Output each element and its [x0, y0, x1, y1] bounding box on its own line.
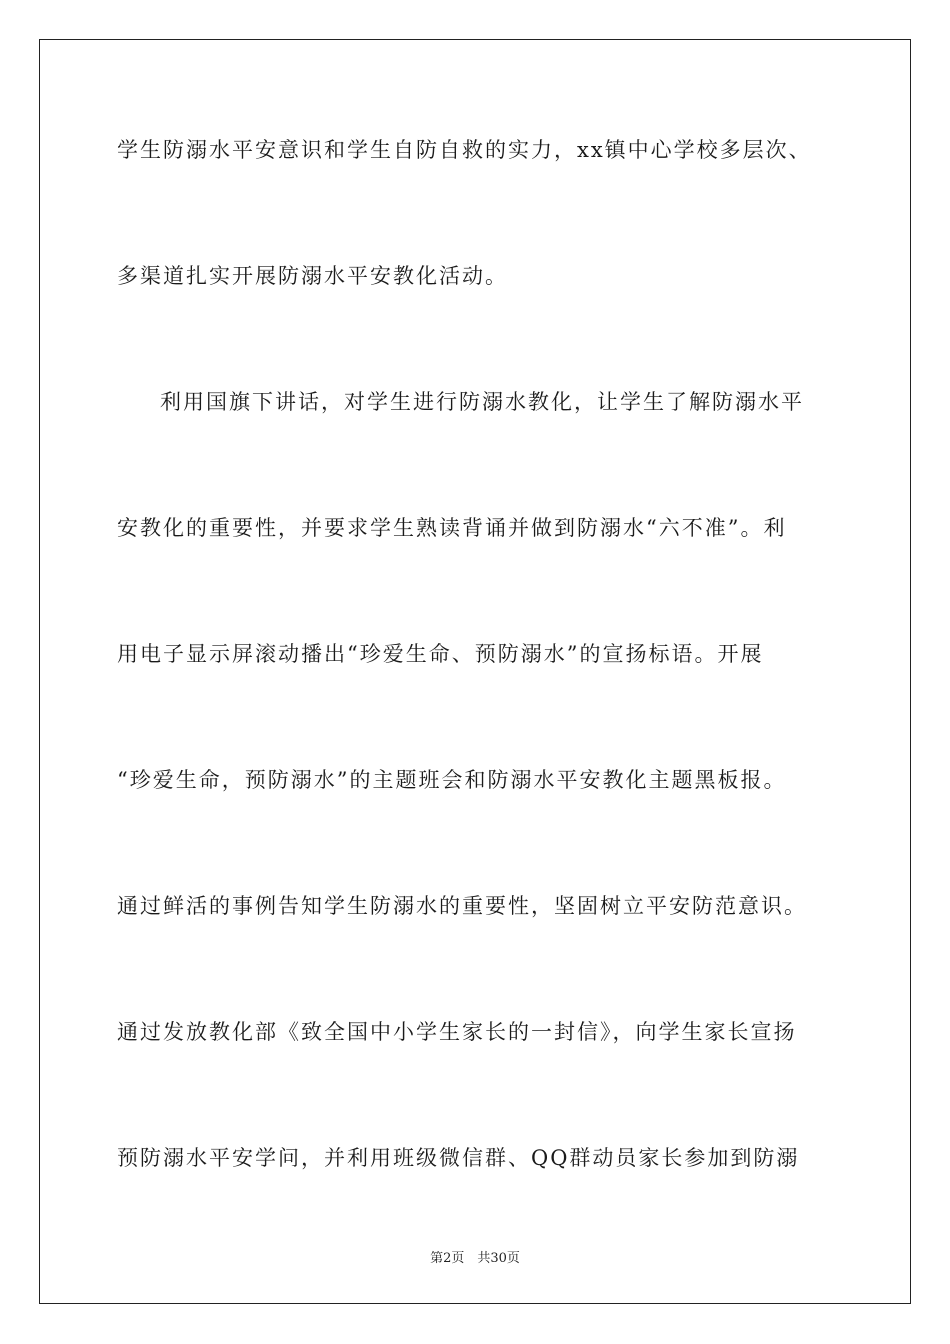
body-line-3: 利用国旗下讲话，对学生进行防溺水教化，让学生了解防溺水平 — [160, 390, 804, 414]
body-line-4: 安教化的重要性，并要求学生熟读背诵并做到防溺水“六不准”。利 — [117, 516, 787, 540]
body-line-9: 预防溺水平安学问，并利用班级微信群、QQ群动员家长参加到防溺 — [117, 1146, 800, 1170]
body-line-6: “珍爱生命，预防溺水”的主题班会和防溺水平安教化主题黑板报。 — [117, 768, 787, 792]
body-line-5: 用电子显示屏滚动播出“珍爱生命、预防溺水”的宣扬标语。开展 — [117, 642, 764, 666]
body-line-1: 学生防溺水平安意识和学生自防自救的实力，xx镇中心学校多层次、 — [117, 138, 812, 162]
page-frame — [39, 39, 911, 1304]
page-number-footer: 第2页 共30页 — [430, 1251, 520, 1266]
body-line-7: 通过鲜活的事例告知学生防溺水的重要性，坚固树立平安防范意识。 — [117, 894, 807, 918]
body-line-8: 通过发放教化部《致全国中小学生家长的一封信》，向学生家长宣扬 — [117, 1020, 797, 1044]
body-line-2: 多渠道扎实开展防溺水平安教化活动。 — [117, 264, 508, 288]
